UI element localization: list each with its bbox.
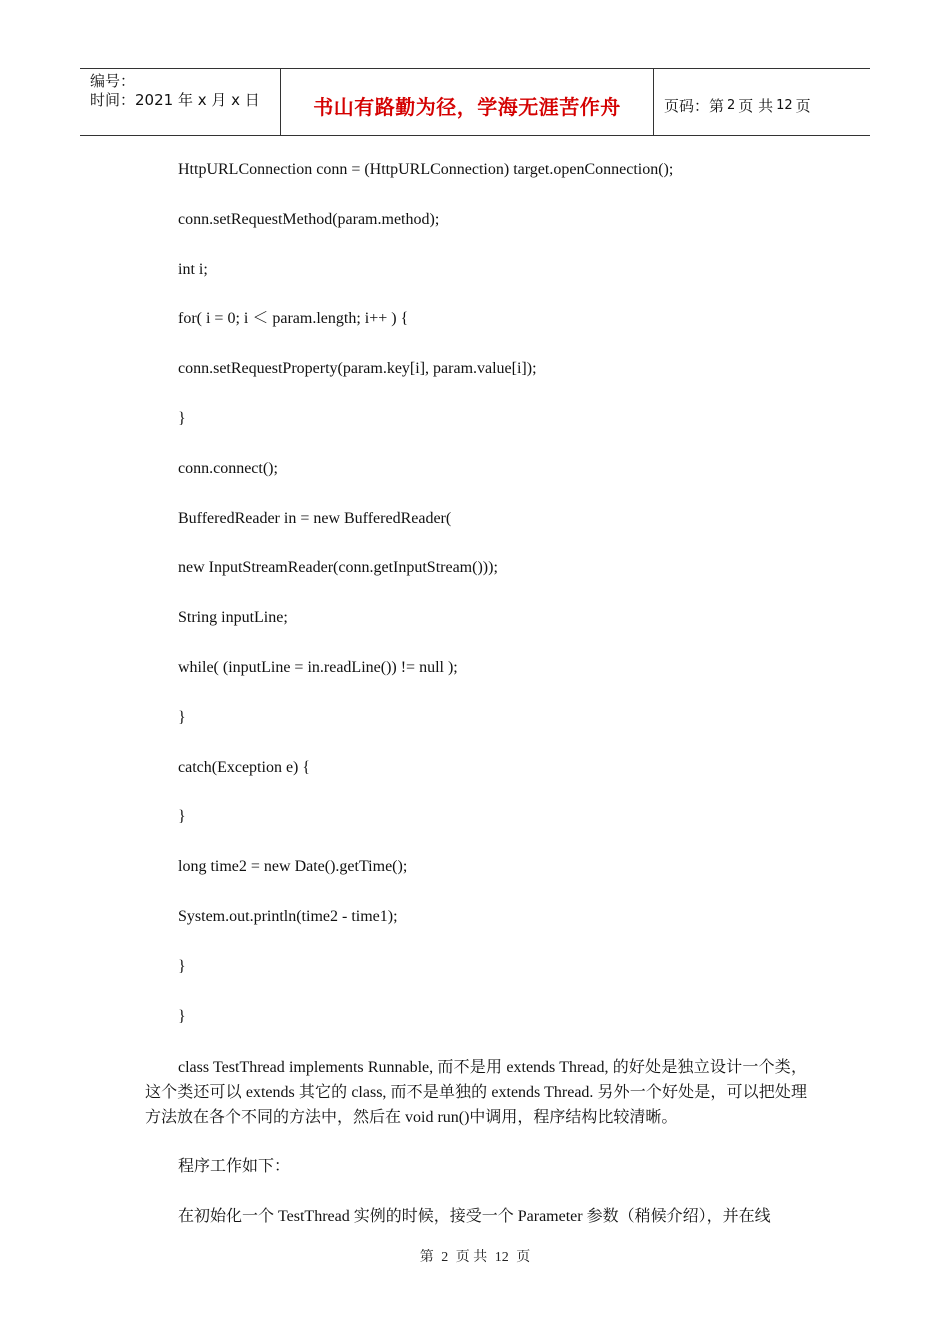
- code-line: }: [178, 1007, 186, 1025]
- code-line: catch(Exception e) {: [178, 758, 311, 776]
- header-page-current: 2: [727, 97, 736, 113]
- code-line: }: [178, 708, 186, 726]
- header-page-info: [654, 69, 870, 135]
- code-line: new InputStreamReader(conn.getInputStream()));: [178, 559, 498, 577]
- code-line: conn.setRequestMethod(param.method);: [178, 210, 440, 228]
- footer-suffix: 页: [516, 1250, 531, 1265]
- body-paragraph: 在初始化一个 TestThread 实例的时候，接受一个 Parameter 参数（稍候介绍），并在线: [178, 1208, 771, 1225]
- header-page-total: 12: [776, 97, 793, 113]
- code-line: long time2 = new Date().getTime();: [178, 858, 408, 876]
- header-number: 编号：: [90, 72, 136, 90]
- header-time-value: 2021 年 x 月 x 日: [135, 91, 260, 109]
- footer-current-page: 2: [441, 1250, 449, 1265]
- code-line: BufferedReader in = new BufferedReader(: [178, 509, 452, 527]
- code-line: System.out.println(time2 - time1);: [178, 907, 398, 925]
- header-meta: [80, 69, 281, 135]
- code-line: while( (inputLine = in.readLine()) != null );: [178, 658, 458, 676]
- code-line: for( i = 0; i ＜ param.length; i++ ) {: [178, 310, 409, 328]
- footer-total-pages: 12: [494, 1250, 509, 1265]
- header-time-label: 时间：: [90, 91, 136, 109]
- header-motto: 书山有路勤为径，学海无涯苦作舟: [313, 94, 621, 119]
- header-time: [90, 91, 280, 110]
- header-page-label: 页码：第: [664, 96, 725, 115]
- body-paragraph: class TestThread implements Runnable, 而不是用 extends Thread, 的好处是独立设计一个类，这个类还可以 extends 其它的 class, 而不是单独的 extends Thread. 另外一个好处是，可以把处理方法放在各个不同的方法中，然后在 void run()中调用，程序结构比较清晰。: [145, 1059, 807, 1126]
- header-page-mid: 页 共: [738, 96, 774, 115]
- code-line: }: [178, 409, 186, 427]
- page-header: [80, 68, 870, 136]
- code-line: String inputLine;: [178, 609, 288, 627]
- header-page-suffix: 页: [795, 96, 811, 115]
- footer-prefix: 第: [419, 1250, 434, 1265]
- page-footer: [0, 1246, 950, 1266]
- header-motto-cell: [281, 69, 654, 135]
- code-line: conn.setRequestProperty(param.key[i], param.value[i]);: [178, 360, 537, 378]
- footer-mid: 页 共: [455, 1250, 488, 1265]
- code-line: HttpURLConnection conn = (HttpURLConnection) target.openConnection();: [178, 161, 674, 178]
- code-line: int i;: [178, 260, 208, 278]
- code-block: [178, 158, 673, 1054]
- body-paragraph: 程序工作如下：: [178, 1158, 291, 1175]
- code-line: }: [178, 808, 186, 826]
- code-line: }: [178, 957, 186, 975]
- code-line: conn.connect();: [178, 459, 278, 477]
